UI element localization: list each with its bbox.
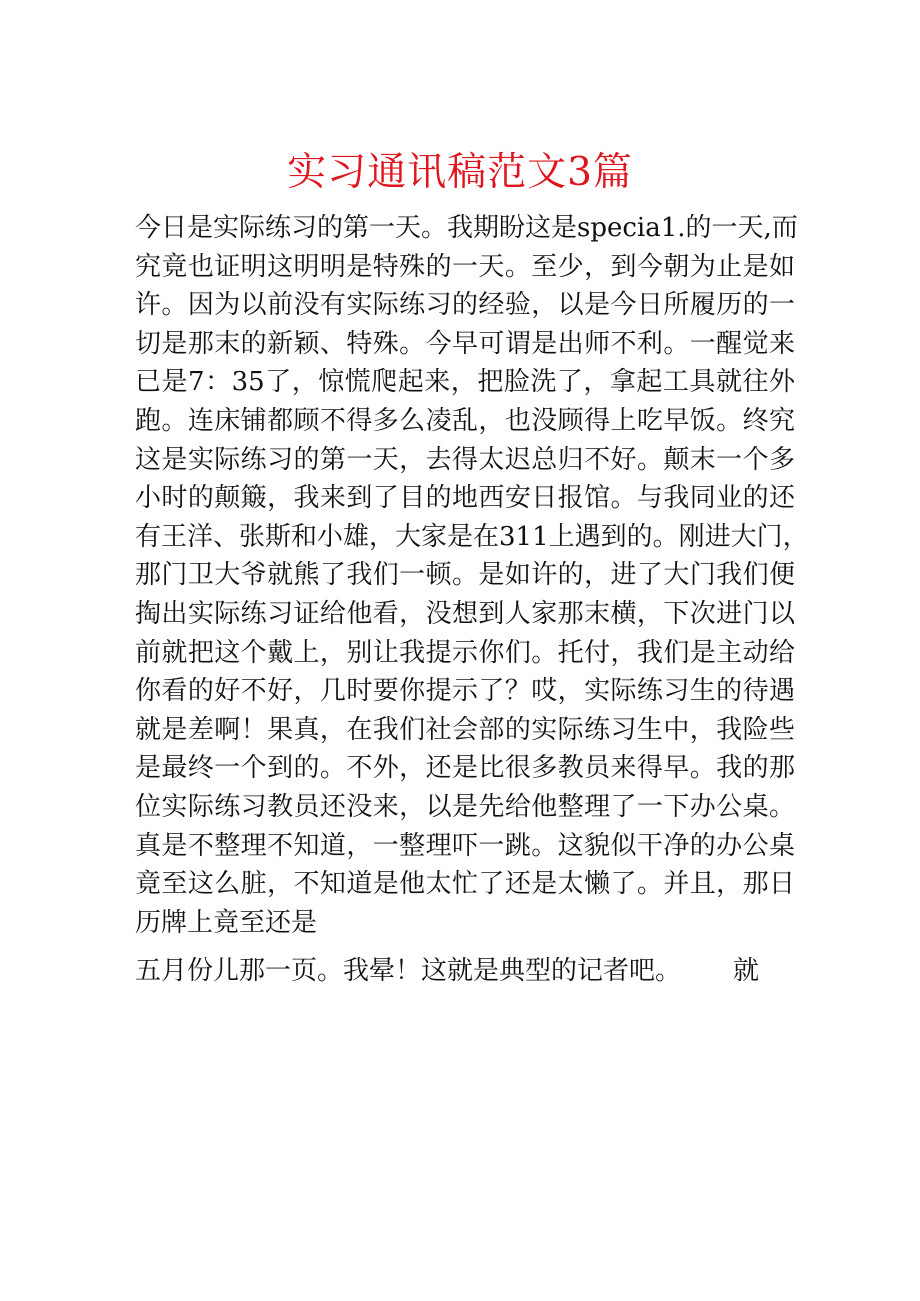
body-line: 你看的好不好，几时要你提示了？哎，实际练习生的待遇 <box>135 676 795 707</box>
body-line-trailing-char: 就 <box>732 956 759 987</box>
body-line: 竟至这么脏，不知道是他太忙了还是太懒了。并且，那日 <box>135 869 795 900</box>
body-line: 那门卫大爷就熊了我们一顿。是如许的，进了大门我们便 <box>135 560 795 591</box>
body-line: 究竟也证明这明明是特殊的一天。至少，到今朝为止是如 <box>135 251 795 282</box>
body-line: 历牌上竟至还是 <box>135 907 318 938</box>
body-line: 有王洋、张斯和小雄，大家是在311上遇到的。刚进大门， <box>135 521 809 552</box>
body-line: 这是实际练习的第一天，去得太迟总归不好。颠末一个多 <box>135 444 795 475</box>
body-line-text: 五月份儿那一页。我晕！这就是典型的记者吧。 <box>135 956 682 987</box>
body-line: 真是不整理不知道，一整理吓一跳。这貌似干净的办公桌 <box>135 830 795 861</box>
body-line-continued <box>135 952 795 991</box>
document-title: 实习通讯稿范文3篇 <box>287 150 633 195</box>
body-line: 小时的颠簸，我来到了目的地西安日报馆。与我同业的还 <box>135 483 795 514</box>
body-line: 是最终一个到的。不外，还是比很多教员来得早。我的那 <box>135 753 795 784</box>
body-line: 许。因为以前没有实际练习的经验，以是今日所履历的一 <box>135 290 795 321</box>
body-line: 前就把这个戴上，别让我提示你们。托付，我们是主动给 <box>135 637 795 668</box>
paragraph-gap <box>135 942 795 952</box>
body-line: 跑。连床铺都顾不得多么凌乱，也没顾得上吃早饭。终究 <box>135 405 795 436</box>
body-line: 切是那末的新颖、特殊。今早可谓是出师不利。一醒觉来 <box>135 328 795 359</box>
body-line: 位实际练习教员还没来，以是先给他整理了一下办公桌。 <box>135 791 795 822</box>
body-line: 就是差啊！果真，在我们社会部的实际练习生中，我险些 <box>135 714 795 745</box>
body-line: 已是7：35了，惊慌爬起来，把脸洗了，拿起工具就往外 <box>135 367 795 398</box>
body-line: 掏出实际练习证给他看，没想到人家那末横，下次进门以 <box>135 598 795 629</box>
document-body <box>135 209 809 991</box>
body-line: 今日是实际练习的第一天。我期盼这是specia1.的一天,而 <box>135 213 798 243</box>
